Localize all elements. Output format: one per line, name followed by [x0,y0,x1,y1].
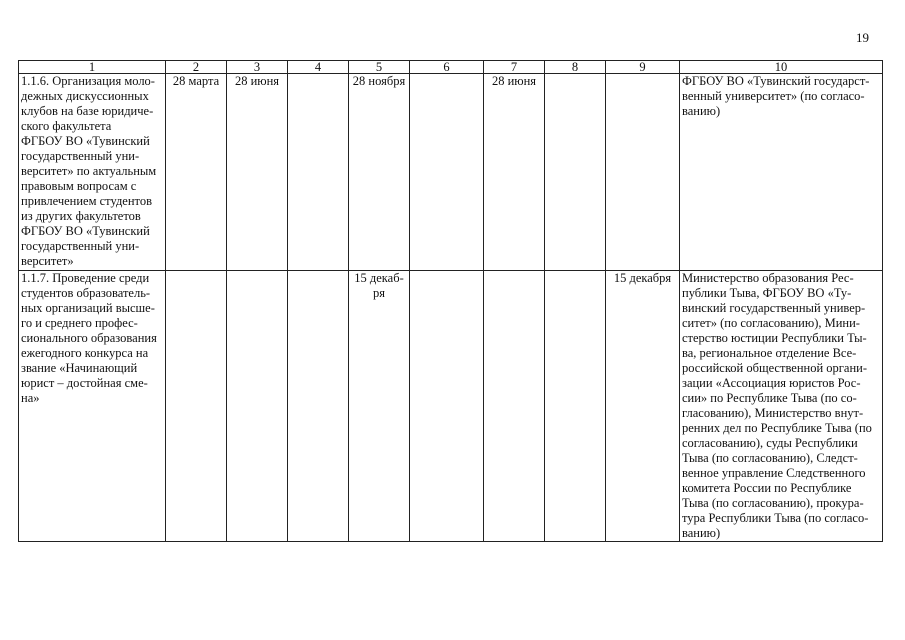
date-cell [484,271,545,542]
date-cell [410,271,484,542]
responsible-parties: ФГБОУ ВО «Тувинский государст- венный университет» (по согласо- ванию) [680,74,883,271]
table-row [19,271,883,542]
date-cell: 28 ноября [349,74,410,271]
column-header-5: 5 [349,61,410,74]
date-cell: 15 декаб- ря [349,271,410,542]
column-header-2: 2 [166,61,227,74]
date-cell [410,74,484,271]
events-plan-table [18,60,883,542]
date-cell [288,271,349,542]
date-cell: 15 декабря [606,271,680,542]
event-description: 1.1.6. Организация моло- дежных дискуссионных клубов на базе юридиче- ского факультета ФГБОУ ВО «Тувинский государственный уни- верситет» по актуальным правовым вопросам с привлечением студентов из других факультетов ФГБОУ ВО «Тувинский государственный уни- верситет» [19,74,166,271]
date-cell [288,74,349,271]
date-cell: 28 июня [484,74,545,271]
date-cell [227,271,288,542]
date-cell [545,271,606,542]
responsible-parties: Министерство образования Рес- публики Тыва, ФГБОУ ВО «Ту- винский государственный универ- ситет» (по согласованию), Мини- стерство юстиции Республики Ты- ва, региональное отделение Все- российской общественной органи- зации «Ассоциация юристов Рос- сии» по Республике Тыва (по со- гласованию), Министерство внут- ренних дел по Республике Тыва (по согласованию), суды Республики Тыва (по согласованию), Следст- венное управление Следственного комитета России по Республике Тыва (по согласованию), прокура- тура Республики Тыва (по согласо- ванию) [680,271,883,542]
column-number-row [19,61,883,74]
table-row [19,74,883,271]
column-header-8: 8 [545,61,606,74]
column-header-7: 7 [484,61,545,74]
column-header-6: 6 [410,61,484,74]
column-header-3: 3 [227,61,288,74]
column-header-1: 1 [19,61,166,74]
column-header-9: 9 [606,61,680,74]
date-cell: 28 марта [166,74,227,271]
date-cell [606,74,680,271]
date-cell [545,74,606,271]
page-number: 19 [856,30,869,45]
column-header-10: 10 [680,61,883,74]
date-cell [166,271,227,542]
date-cell: 28 июня [227,74,288,271]
column-header-4: 4 [288,61,349,74]
event-description: 1.1.7. Проведение среди студентов образователь- ных организаций высше- го и среднего профес- сионального образования ежегодного конкурса на звание «Начинающий юрист – достойная сме- на» [19,271,166,542]
